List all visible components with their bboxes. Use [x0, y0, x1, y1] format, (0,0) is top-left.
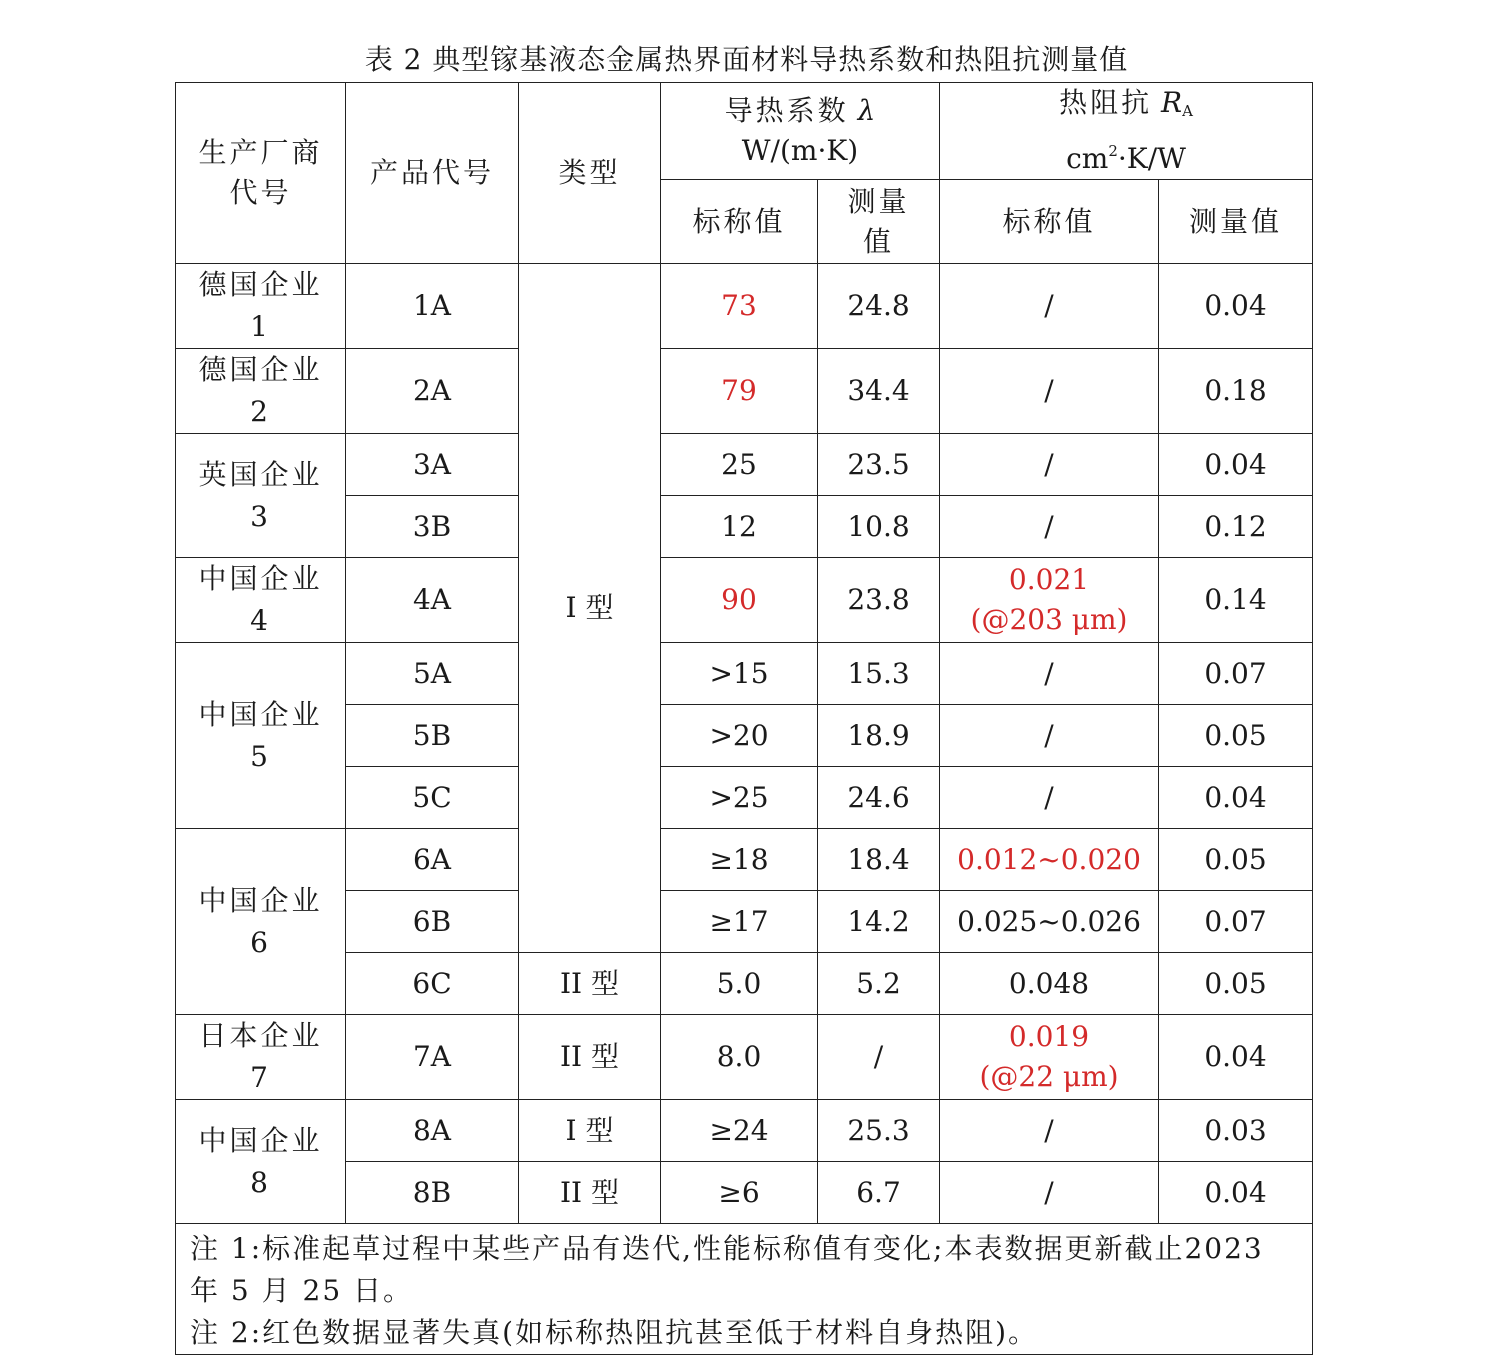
product-code-cell: 3B	[346, 496, 519, 558]
type-cell: II 型	[519, 1162, 661, 1224]
type-cell: II 型	[519, 953, 661, 1015]
product-code-cell: 8B	[346, 1162, 519, 1224]
conductivity-measured-cell: 6.7	[818, 1162, 940, 1224]
conductivity-measured-cell: 34.4	[818, 349, 940, 434]
header-conductivity-measured: 测量值	[818, 180, 940, 264]
manufacturer-cell: 英国企业3	[176, 434, 346, 558]
notes-row	[176, 1224, 1313, 1355]
type-cell: I 型	[519, 1100, 661, 1162]
conductivity-nominal-cell: ≥24	[661, 1100, 818, 1162]
manufacturer-cell: 德国企业1	[176, 264, 346, 349]
resistance-nominal-value: /	[1044, 780, 1054, 814]
resistance-nominal-thickness: (@22 μm)	[979, 1060, 1119, 1093]
resistance-nominal-cell	[940, 643, 1159, 705]
conductivity-measured-cell: 5.2	[818, 953, 940, 1015]
product-code-cell: 7A	[346, 1015, 519, 1100]
product-code-cell: 2A	[346, 349, 519, 434]
product-code-cell: 1A	[346, 264, 519, 349]
conductivity-symbol: λ	[857, 94, 876, 127]
conductivity-measured-cell: 15.3	[818, 643, 940, 705]
conductivity-nominal-cell: ≥6	[661, 1162, 818, 1224]
data-table	[175, 82, 1313, 1355]
conductivity-nominal-cell: 5.0	[661, 953, 818, 1015]
conductivity-measured-cell: 14.2	[818, 891, 940, 953]
resistance-nominal-value: 0.025~0.026	[957, 904, 1141, 938]
conductivity-measured-cell: 23.5	[818, 434, 940, 496]
resistance-nominal-cell	[940, 558, 1159, 643]
header-conductivity-nominal: 标称值	[661, 180, 818, 264]
conductivity-nominal-cell: >15	[661, 643, 818, 705]
resistance-nominal-cell	[940, 705, 1159, 767]
resistance-measured-cell: 0.05	[1159, 705, 1313, 767]
resistance-nominal-value: /	[1044, 374, 1054, 407]
manufacturer-cell: 中国企业6	[176, 829, 346, 1015]
conductivity-nominal-cell: 25	[661, 434, 818, 496]
conductivity-label: 导热系数	[724, 94, 849, 127]
product-code-cell: 5A	[346, 643, 519, 705]
resistance-unit-rest: ·K/W	[1117, 142, 1186, 175]
table-row	[176, 643, 1313, 705]
resistance-nominal-value: /	[1044, 447, 1054, 481]
table-note: 注 2:红色数据显著失真(如标称热阻抗甚至低于材料自身热阻)。	[190, 1316, 1038, 1349]
resistance-nominal-cell	[940, 496, 1159, 558]
table-row	[176, 1162, 1313, 1224]
resistance-nominal-value: /	[1044, 1113, 1054, 1147]
table-row	[176, 705, 1313, 767]
resistance-nominal-value: /	[1044, 718, 1054, 752]
resistance-measured-cell: 0.04	[1159, 264, 1313, 349]
resistance-nominal-cell	[940, 953, 1159, 1015]
resistance-nominal-value: /	[1044, 656, 1054, 690]
conductivity-nominal-cell: ≥17	[661, 891, 818, 953]
resistance-measured-cell: 0.14	[1159, 558, 1313, 643]
manufacturer-cell: 中国企业5	[176, 643, 346, 829]
resistance-nominal-value: 0.021	[1008, 563, 1090, 596]
manufacturer-cell: 中国企业4	[176, 558, 346, 643]
resistance-nominal-thickness: (@203 μm)	[970, 603, 1128, 636]
type-cell: II 型	[519, 1015, 661, 1100]
resistance-measured-cell: 0.04	[1159, 1015, 1313, 1100]
resistance-nominal-cell	[940, 829, 1159, 891]
resistance-nominal-cell	[940, 891, 1159, 953]
manufacturer-cell: 中国企业8	[176, 1100, 346, 1224]
header-resistance-nominal: 标称值	[940, 180, 1159, 264]
resistance-nominal-cell	[940, 767, 1159, 829]
resistance-nominal-cell	[940, 434, 1159, 496]
table-row	[176, 264, 1313, 349]
conductivity-nominal-cell: 73	[661, 264, 818, 349]
conductivity-nominal-cell: 90	[661, 558, 818, 643]
resistance-nominal-cell	[940, 1100, 1159, 1162]
resistance-measured-cell: 0.04	[1159, 767, 1313, 829]
resistance-nominal-value: 0.048	[1008, 966, 1090, 1000]
table-row	[176, 829, 1313, 891]
table-note: 注 1:标准起草过程中某些产品有迭代,性能标称值有变化;本表数据更新截止2023 年 5 月 25 日。	[190, 1232, 1264, 1307]
conductivity-measured-cell: 24.6	[818, 767, 940, 829]
product-code-cell: 5C	[346, 767, 519, 829]
manufacturer-cell: 日本企业7	[176, 1015, 346, 1100]
conductivity-measured-cell: 10.8	[818, 496, 940, 558]
header-row-1	[176, 83, 1313, 180]
resistance-nominal-cell	[940, 1015, 1159, 1100]
product-code-cell: 3A	[346, 434, 519, 496]
resistance-subscript: A	[1182, 102, 1193, 120]
table-row	[176, 1015, 1313, 1100]
resistance-label: 热阻抗	[1059, 86, 1153, 119]
header-product: 产品代号	[346, 83, 519, 264]
resistance-measured-cell: 0.03	[1159, 1100, 1313, 1162]
product-code-cell: 8A	[346, 1100, 519, 1162]
product-code-cell: 4A	[346, 558, 519, 643]
table-row	[176, 434, 1313, 496]
resistance-nominal-cell	[940, 1162, 1159, 1224]
header-conductivity	[661, 83, 940, 180]
conductivity-nominal-cell: 12	[661, 496, 818, 558]
product-code-cell: 6C	[346, 953, 519, 1015]
resistance-nominal-value: 0.019	[1008, 1020, 1090, 1053]
resistance-unit-sup: 2	[1108, 142, 1118, 160]
header-manufacturer: 生产厂商代号	[176, 83, 346, 264]
conductivity-nominal-cell: ≥18	[661, 829, 818, 891]
table-row	[176, 891, 1313, 953]
table-row	[176, 496, 1313, 558]
conductivity-nominal-cell: 79	[661, 349, 818, 434]
header-resistance	[940, 83, 1313, 180]
resistance-measured-cell: 0.04	[1159, 434, 1313, 496]
resistance-unit-base: cm	[1066, 142, 1109, 175]
header-resistance-measured: 测量值	[1159, 180, 1313, 264]
resistance-measured-cell: 0.18	[1159, 349, 1313, 434]
conductivity-nominal-cell: >25	[661, 767, 818, 829]
resistance-measured-cell: 0.07	[1159, 643, 1313, 705]
resistance-nominal-value: 0.012~0.020	[957, 842, 1141, 876]
product-code-cell: 5B	[346, 705, 519, 767]
conductivity-measured-cell: 18.4	[818, 829, 940, 891]
resistance-measured-cell: 0.04	[1159, 1162, 1313, 1224]
conductivity-measured-cell: 18.9	[818, 705, 940, 767]
conductivity-measured-cell: 23.8	[818, 558, 940, 643]
resistance-nominal-cell	[940, 264, 1159, 349]
conductivity-unit: W/(m·K)	[741, 134, 859, 167]
conductivity-measured-cell: /	[818, 1015, 940, 1100]
manufacturer-cell: 德国企业2	[176, 349, 346, 434]
product-code-cell: 6B	[346, 891, 519, 953]
resistance-symbol: R	[1161, 86, 1183, 119]
resistance-measured-cell: 0.12	[1159, 496, 1313, 558]
resistance-measured-cell: 0.05	[1159, 829, 1313, 891]
table-row	[176, 558, 1313, 643]
table-row	[176, 953, 1313, 1015]
table-row	[176, 1100, 1313, 1162]
resistance-nominal-cell	[940, 349, 1159, 434]
table-row	[176, 349, 1313, 434]
notes-cell	[176, 1224, 1313, 1355]
table-caption: 表 2 典型镓基液态金属热界面材料导热系数和热阻抗测量值	[364, 43, 1129, 76]
resistance-nominal-value: /	[1044, 1175, 1054, 1209]
resistance-nominal-value: /	[1044, 509, 1054, 543]
resistance-nominal-value: /	[1044, 289, 1054, 322]
conductivity-nominal-cell: 8.0	[661, 1015, 818, 1100]
conductivity-nominal-cell: >20	[661, 705, 818, 767]
resistance-measured-cell: 0.07	[1159, 891, 1313, 953]
table-body	[176, 83, 1313, 1355]
conductivity-measured-cell: 25.3	[818, 1100, 940, 1162]
product-code-cell: 6A	[346, 829, 519, 891]
header-type: 类型	[519, 83, 661, 264]
resistance-measured-cell: 0.05	[1159, 953, 1313, 1015]
conductivity-measured-cell: 24.8	[818, 264, 940, 349]
type-cell: I 型	[519, 264, 661, 953]
table-row	[176, 767, 1313, 829]
